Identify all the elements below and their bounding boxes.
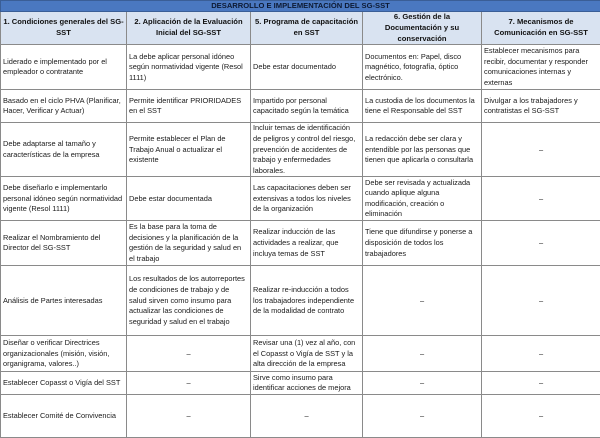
table-cell: Liderado e implementado por el empleador o contratante [1,45,127,90]
table-cell [482,221,600,266]
table-cell: Debe ser revisada y actualizada cuando aplique alguna modificación, creación o eliminación [363,177,482,221]
table-cell: Establecer mecanismos para recibir, documentar y responder comunicaciones internas y externas [482,45,600,90]
table-row [1,221,600,266]
empty-dash: – [304,411,308,422]
column-header: 6. Gestión de la Documentación y su conservación [363,12,482,45]
table-cell [482,372,600,395]
table-cell: Establecer Comité de Convivencia [1,395,127,438]
table-cell: Tiene que difundirse y ponerse a disposición de todos los trabajadores [363,221,482,266]
table-cell: Debe adaptarse al tamaño y características de la empresa [1,123,127,177]
table-cell [363,395,482,438]
table-row [1,45,600,90]
empty-dash: – [420,378,424,389]
table-cell [482,336,600,372]
column-header: 1. Condiciones generales del SG-SST [1,12,127,45]
table-cell [363,266,482,336]
table-cell: Basado en el ciclo PHVA (Planificar, Hacer, Verificar y Actuar) [1,90,127,123]
table-cell: Establecer Copasst o Vigía del SST [1,372,127,395]
column-header: 7. Mecanismos de Comunicación en SG-SST [482,12,600,45]
table-cell: Realizar inducción de las actividades a realizar, que incluya temas de SST [251,221,363,266]
table-cell: La custodia de los documentos la tiene el Responsable del SST [363,90,482,123]
table-row [1,90,600,123]
empty-dash: – [186,411,190,422]
table-cell [482,266,600,336]
table-cell: Divulgar a los trabajadores y contratistas el SG-SST [482,90,600,123]
empty-dash: – [420,296,424,307]
table-cell [482,177,600,221]
title-row [1,1,600,12]
table-cell [363,372,482,395]
empty-dash: – [539,349,543,360]
empty-dash: – [539,378,543,389]
table-row [1,395,600,438]
table-cell [127,336,251,372]
table-cell: Permite establecer el Plan de Trabajo Anual o actualizar el existente [127,123,251,177]
table-cell: Documentos en: Papel, disco magnético, fotografía, óptico electrónico. [363,45,482,90]
table-cell: La debe aplicar personal idóneo según normatividad vigente (Resol 1111) [127,45,251,90]
column-header: 5. Programa de capacitación en SST [251,12,363,45]
table-cell: Las capacitaciones deben ser extensivas a todos los niveles de la organización [251,177,363,221]
table-row [1,266,600,336]
table-cell: Diseñar o verificar Directrices organizacionales (misión, visión, organigrama, valores..) [1,336,127,372]
empty-dash: – [539,238,543,249]
header-row [1,12,600,45]
empty-dash: – [539,145,543,156]
table-row [1,177,600,221]
table-row [1,336,600,372]
empty-dash: – [186,378,190,389]
table-cell: Debe diseñarlo e implementarlo personal idóneo según normatividad vigente (Resol 1111) [1,177,127,221]
table-row [1,123,600,177]
table-cell: Revisar una (1) vez al año, con el Copasst o Vigía de SST y la alta dirección de la empresa [251,336,363,372]
column-header: 2. Aplicación de la Evaluación Inicial del SG-SST [127,12,251,45]
table-cell: Debe estar documentada [127,177,251,221]
table-row [1,372,600,395]
empty-dash: – [420,349,424,360]
table-cell: Realizar el Nombramiento del Director del SG-SST [1,221,127,266]
table-cell: Es la base para la toma de decisiones y la planificación de la gestión de la seguridad y salud en el trabajo [127,221,251,266]
table-cell: Sirve como insumo para identificar acciones de mejora [251,372,363,395]
table-cell: Los resultados de los autorreportes de condiciones de trabajo y de salud sirven como insumo para actualizar las condiciones de seguridad y salud en el trabajo [127,266,251,336]
table-cell: Debe estar documentado [251,45,363,90]
table-cell [363,336,482,372]
empty-dash: – [539,296,543,307]
table-cell [482,123,600,177]
empty-dash: – [539,411,543,422]
table-cell: Permite identificar PRIORIDADES en el SST [127,90,251,123]
table-title: DESARROLLO E IMPLEMENTACIÓN DEL SG-SST [1,1,600,12]
table-cell: Impartido por personal capacitado según la temática [251,90,363,123]
table-cell [251,395,363,438]
empty-dash: – [420,411,424,422]
table-body [1,45,600,438]
table-cell [482,395,600,438]
table-cell: Incluir temas de identificación de peligros y control del riesgo, prevención de accidentes de trabajo y enfermedades laborales. [251,123,363,177]
table-cell [127,395,251,438]
table-cell [127,372,251,395]
empty-dash: – [539,194,543,205]
empty-dash: – [186,349,190,360]
table-cell: Realizar re-inducción a todos los trabajadores independiente de la modalidad de contrato [251,266,363,336]
table-cell: La redacción debe ser clara y entendible por las personas que tienen que aplicarla o consultarla [363,123,482,177]
table-cell: Análisis de Partes interesadas [1,266,127,336]
